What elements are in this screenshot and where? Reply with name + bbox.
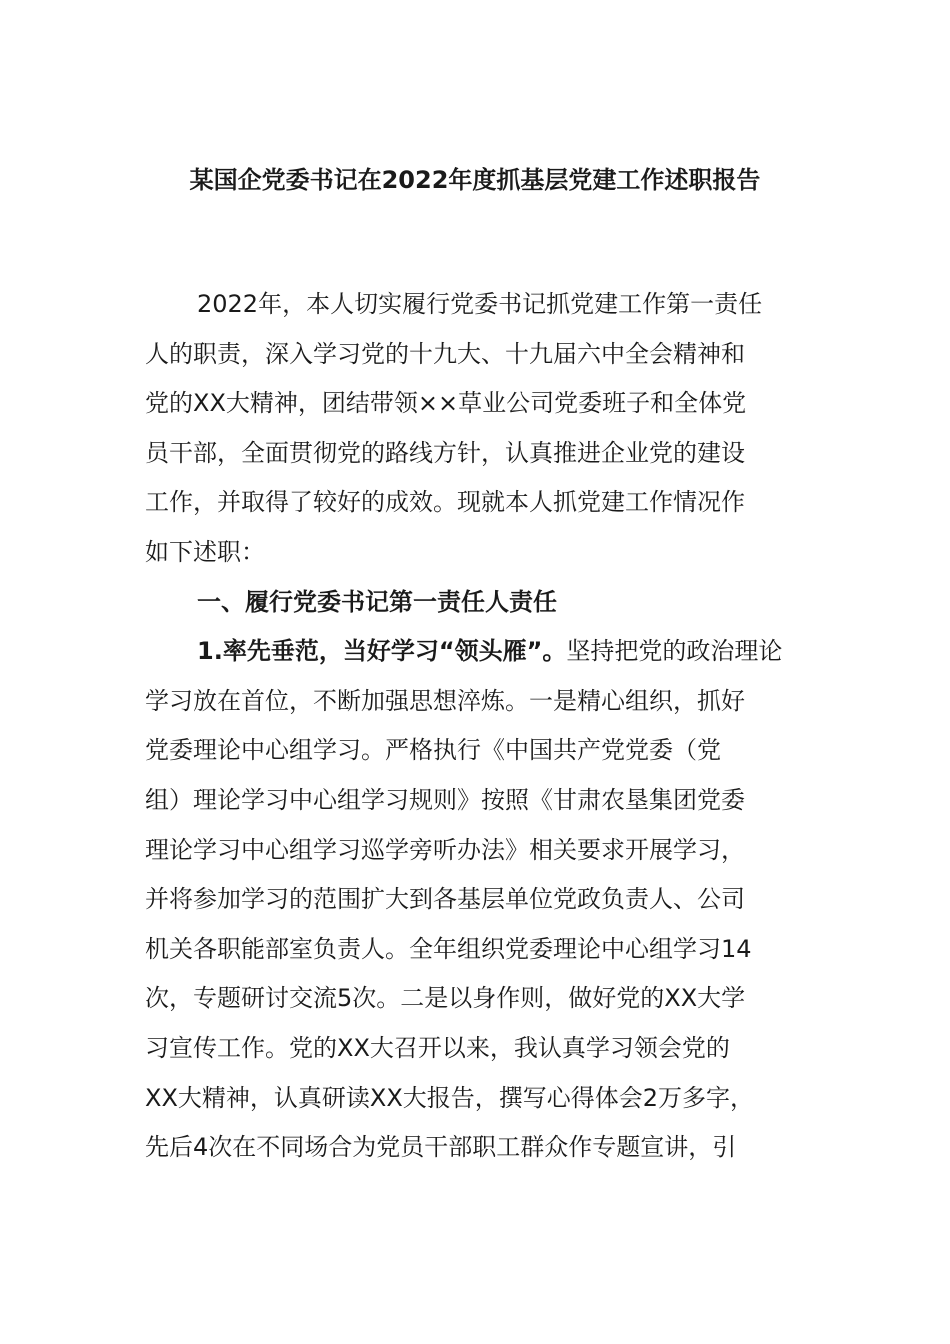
item-heading: 1.率先垂范，当好学习“领头雁”。 <box>197 637 567 666</box>
paragraph-line: 理论学习中心组学习巡学旁听办法》相关要求开展学习， <box>145 835 745 864</box>
paragraph-line: 学习放在首位，不断加强思想淬炼。一是精心组织，抓好 <box>145 686 745 715</box>
paragraph-line: 次，专题研讨交流5次。二是以身作则，做好党的XX大学 <box>145 984 746 1013</box>
paragraph-line: 工作，并取得了较好的成效。现就本人抓党建工作情况作 <box>145 488 745 517</box>
paragraph-line: 习宣传工作。党的XX大召开以来，我认真学习领会党的 <box>145 1033 730 1062</box>
document-title: 某国企党委书记在2022年度抓基层党建工作述职报告 <box>189 166 761 194</box>
section-heading: 一、履行党委书记第一责任人责任 <box>197 587 557 616</box>
document-body <box>145 280 835 1173</box>
paragraph-line: 人的职责，深入学习党的十九大、十九届六中全会精神和 <box>145 339 745 368</box>
paragraph-line: 党的XX大精神，团结带领××草业公司党委班子和全体党 <box>145 389 747 418</box>
paragraph-line: 2022年，本人切实履行党委书记抓党建工作第一责任 <box>197 290 763 318</box>
paragraph-line: 如下述职： <box>145 537 265 566</box>
paragraph-line: 先后4次在不同场合为党员干部职工群众作专题宣讲，引 <box>145 1133 737 1162</box>
item-text: 坚持把党的政治理论 <box>566 637 783 666</box>
paragraph-line: 党委理论中心组学习。严格执行《中国共产党党委（党 <box>145 736 721 765</box>
paragraph-line: XX大精神，认真研读XX大报告，撰写心得体会2万多字， <box>145 1083 755 1112</box>
paragraph-line: 组）理论学习中心组学习规则》按照《甘肃农垦集团党委 <box>145 785 745 814</box>
paragraph-line: 员干部，全面贯彻党的路线方针，认真推进企业党的建设 <box>145 438 745 467</box>
paragraph-line: 并将参加学习的范围扩大到各基层单位党政负责人、公司 <box>145 885 745 914</box>
paragraph-line: 机关各职能部室负责人。全年组织党委理论中心组学习14 <box>145 934 752 963</box>
item-first-line <box>145 627 835 677</box>
